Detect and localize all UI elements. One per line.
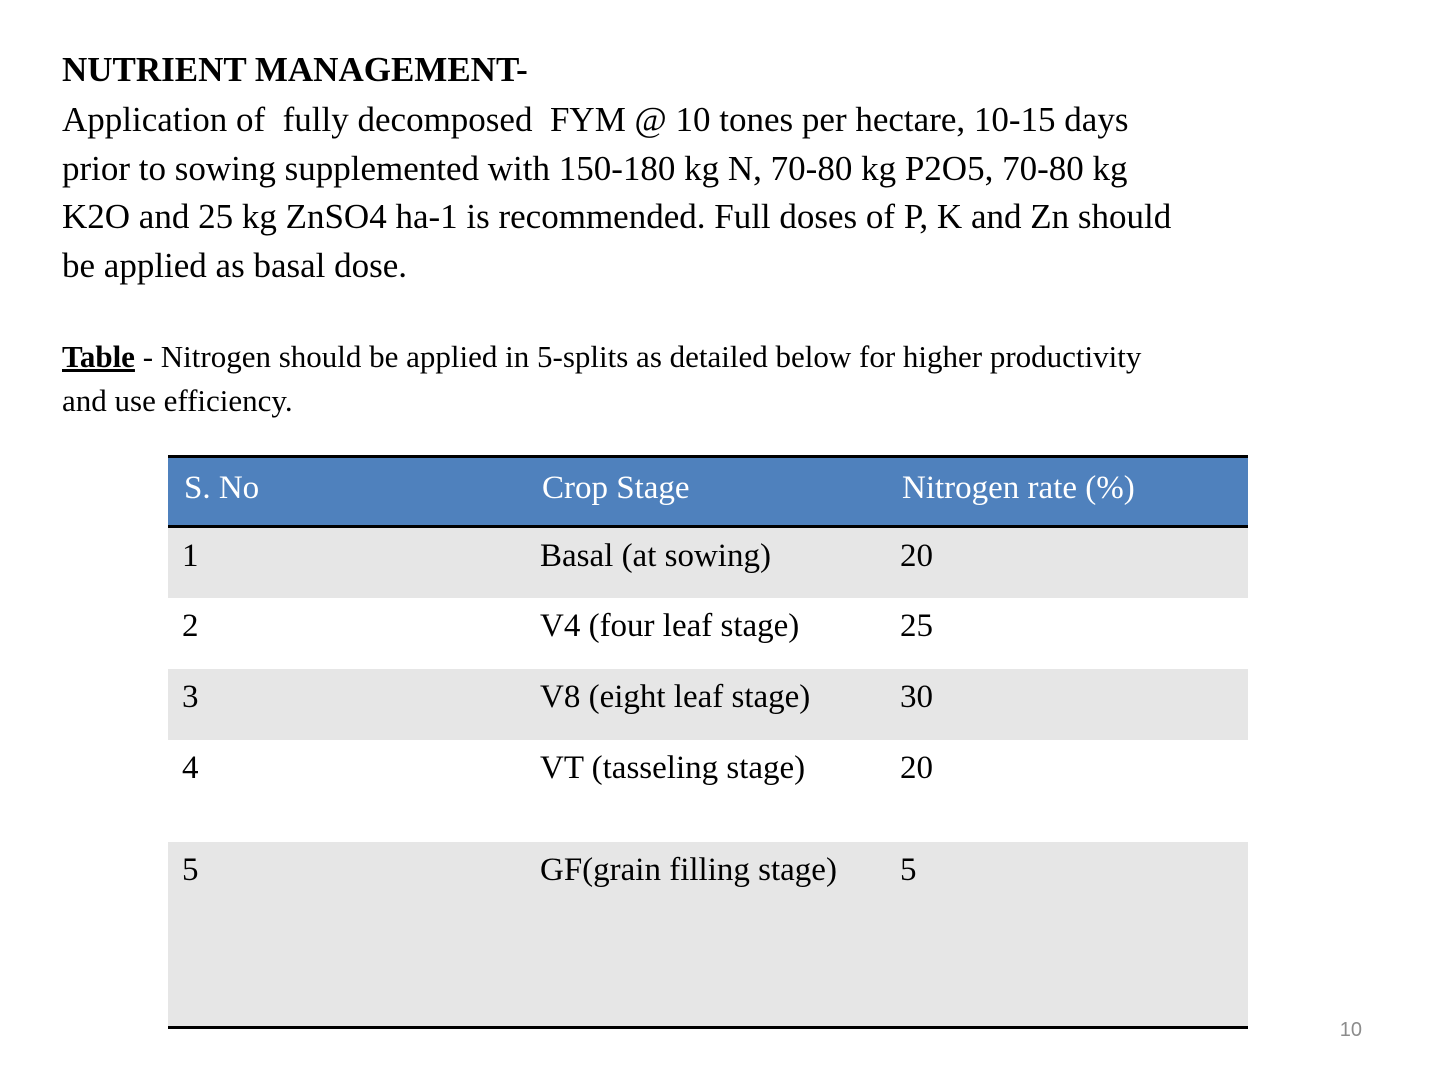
cell-crop-stage: GF(grain filling stage) bbox=[526, 842, 886, 1028]
intro-paragraph bbox=[62, 96, 1372, 290]
cell-serial-number: 5 bbox=[168, 842, 526, 1028]
intro-line: K2O and 25 kg ZnSO4 ha-1 is recommended. Full doses of P, K and Zn should bbox=[62, 197, 1172, 236]
nitrogen-split-table bbox=[168, 455, 1248, 1029]
intro-line: prior to sowing supplemented with 150-180 kg N, 70-80 kg P2O5, 70-80 kg bbox=[62, 148, 1128, 188]
page-number: 10 bbox=[1339, 1019, 1362, 1041]
header-crop-stage: Crop Stage bbox=[526, 457, 886, 527]
cell-serial-number: 2 bbox=[182, 607, 199, 644]
header-nitrogen-rate: Nitrogen rate (%) bbox=[886, 457, 1248, 527]
cell-nitrogen-rate: 5 bbox=[886, 842, 1248, 1028]
cell-crop-stage: VT (tasseling stage) bbox=[540, 749, 806, 786]
cell-crop-stage: V4 (four leaf stage) bbox=[540, 607, 800, 644]
table-caption bbox=[62, 335, 1372, 422]
intro-line: be applied as basal dose. bbox=[62, 245, 408, 285]
slide-heading: NUTRIENT MANAGEMENT- bbox=[62, 50, 528, 89]
cell-crop-stage: V8 (eight leaf stage) bbox=[540, 678, 811, 715]
cell-serial-number: 4 bbox=[182, 749, 199, 786]
table-row bbox=[168, 669, 1248, 740]
cell-serial-number: 3 bbox=[182, 678, 199, 715]
cell-serial-number: 1 bbox=[182, 538, 199, 574]
table-row bbox=[168, 527, 1248, 598]
cell-nitrogen-rate: 25 bbox=[900, 607, 933, 644]
table-caption-label: Table bbox=[62, 339, 135, 374]
table-caption-text: - Nitrogen should be applied in 5-splits as detailed below for higher productivity bbox=[134, 339, 1142, 374]
table-row bbox=[168, 740, 1248, 842]
table-header-row bbox=[168, 457, 1248, 527]
table-row bbox=[168, 842, 1248, 1028]
cell-nitrogen-rate: 20 bbox=[900, 749, 933, 786]
header-serial-number: S. No bbox=[168, 457, 526, 527]
cell-nitrogen-rate: 30 bbox=[900, 678, 933, 715]
table-row bbox=[168, 598, 1248, 669]
table-caption-text: and use efficiency. bbox=[62, 382, 293, 418]
cell-crop-stage: Basal (at sowing) bbox=[540, 538, 771, 574]
intro-line: Application of fully decomposed FYM @ 10 tones per hectare, 10-15 days bbox=[62, 100, 1129, 139]
cell-nitrogen-rate: 20 bbox=[900, 538, 933, 574]
